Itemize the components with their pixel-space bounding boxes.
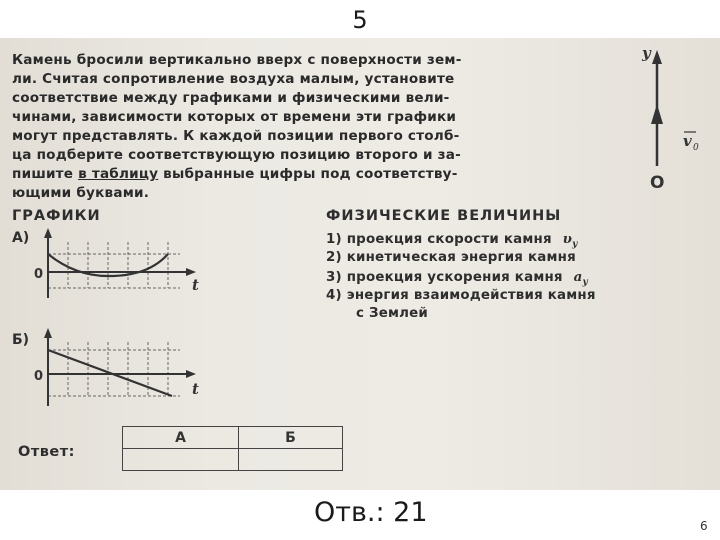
- quantity-item-1: [326, 231, 578, 250]
- graph-b-label: Б): [12, 332, 30, 348]
- item-4-text: энергия взаимодействия камня: [346, 288, 596, 303]
- item-2-num: 2): [326, 250, 342, 265]
- item-1-text: проекция скорости камня: [346, 232, 552, 247]
- item-1-num: 1): [326, 232, 342, 247]
- problem-line-1: Камень бросили вертикально вверх с поверхности зем-: [12, 52, 462, 68]
- line7-underlined: в таблицу: [78, 166, 159, 182]
- scanned-problem: [0, 38, 720, 490]
- graphs-heading: ГРАФИКИ: [12, 208, 101, 224]
- graph-a-origin: 0: [34, 267, 44, 282]
- graph-b-x-arrow: [186, 370, 196, 378]
- answer-header-a: А: [123, 427, 239, 449]
- problem-line-6: ца подберите соответствующую позицию второго и за-: [12, 147, 461, 163]
- answer-table: [122, 426, 343, 471]
- quantity-item-3: [326, 269, 588, 288]
- page-number: 6: [700, 519, 708, 533]
- line7-prefix: пишите: [12, 166, 79, 182]
- answer-cell-a[interactable]: [123, 449, 239, 471]
- graph-a: [30, 224, 210, 304]
- quantity-item-2: [326, 250, 576, 265]
- graph-a-grid: [48, 242, 180, 288]
- answer-cell-b[interactable]: [239, 449, 343, 471]
- problem-line-8: ющими буквами.: [12, 185, 150, 201]
- graph-b: [30, 324, 210, 414]
- velocity-arrow: [651, 104, 663, 124]
- problem-line-2: ли. Считая сопротивление воздуха малым, установите: [12, 71, 455, 87]
- throw-diagram: [630, 42, 710, 202]
- answer-label: Ответ:: [18, 444, 75, 460]
- graph-b-y-arrow: [44, 328, 52, 338]
- origin-label: O: [650, 173, 665, 193]
- graph-b-grid: [48, 342, 180, 396]
- item-4-num: 4): [326, 288, 342, 303]
- velocity-label: v: [683, 132, 692, 150]
- graph-a-t-label: t: [192, 276, 199, 294]
- graph-a-y-arrow: [44, 228, 52, 238]
- quantity-item-4-continuation: с Землей: [356, 306, 429, 321]
- quantities-heading: ФИЗИЧЕСКИЕ ВЕЛИЧИНЫ: [326, 208, 562, 224]
- item-3-sub: y: [582, 277, 588, 288]
- line7-suffix: выбранные цифры под соответству-: [158, 166, 458, 182]
- item-1-sub: y: [572, 239, 578, 250]
- answer-header-b: Б: [239, 427, 343, 449]
- graph-a-x-arrow: [186, 268, 196, 276]
- graph-b-origin: 0: [34, 369, 44, 384]
- item-3-symbol: a: [573, 269, 583, 285]
- problem-line-5: могут представлять. К каждой позиции первого столб-: [12, 128, 460, 144]
- y-axis-arrow: [652, 50, 662, 64]
- velocity-subscript: 0: [693, 143, 699, 153]
- quantity-item-4: [326, 288, 596, 303]
- graph-b-t-label: t: [192, 380, 199, 398]
- item-2-text: кинетическая энергия камня: [346, 250, 576, 265]
- answer-text: Отв.: 21: [314, 497, 428, 528]
- graph-a-label: А): [12, 230, 30, 246]
- problem-line-7: [12, 166, 458, 182]
- problem-line-3: соответствие между графиками и физическими вели-: [12, 90, 450, 106]
- item-3-text: проекция ускорения камня: [346, 270, 563, 285]
- problem-line-4: чинами, зависимости которых от времени эти графики: [12, 109, 457, 125]
- item-3-num: 3): [326, 270, 342, 285]
- y-axis-label: y: [642, 44, 651, 62]
- item-1-symbol: υ: [562, 231, 573, 247]
- slide-number: 5: [352, 6, 368, 34]
